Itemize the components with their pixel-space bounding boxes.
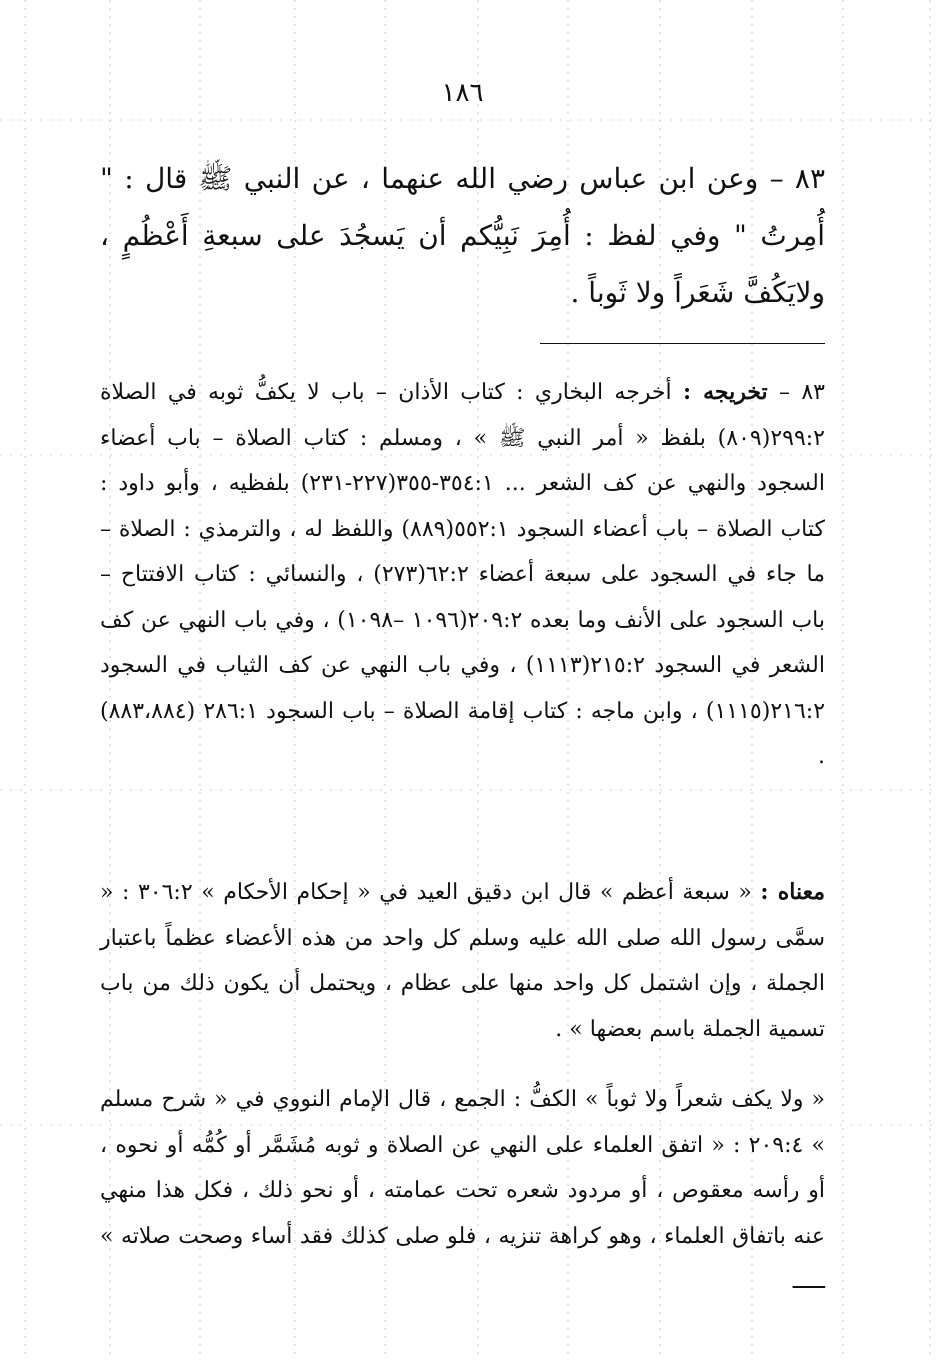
commentary-label: معناه : <box>760 879 826 905</box>
footnote-text: أخرجه البخاري : كتاب الأذان – باب لا يكفُّ ثوبه في الصلاة ٢٩٩:٢(٨٠٩) بلفظ « أمر النبي ﷺ » ، ومسلم : كتاب الصلاة – باب أعضاء السجود والنهي عن كف الشعر ... ٣٥٤:١-٣٥٥(٢٢٧-٢٣١) بلفظيه ، وأبو داود : كتاب الصلاة – باب أعضاء السجود ٥٥٢:١(٨٨٩) واللفظ له ، والترمذي : الصلاة – ما جاء في السجود على سبعة أعضاء ٦٢:٢(٢٧٣) ، والنسائي : كتاب الافتتاح – باب السجود على الأنف وما بعده ٢٠٩:٢(١٠٩٦ –١٠٩٨) ، وفي باب النهي عن كف الشعر في السجود ٢١٥:٢(١١١٣) ، وفي باب النهي عن كف الثياب في السجود ٢١٦:٢(١١١٥) ، وابن ماجه : كتاب إقامة الصلاة – باب السجود ٢٨٦:١ (٨٨٣،٨٨٤) . <box>100 380 826 769</box>
page-number: ١٨٦ <box>441 78 484 108</box>
hadith-number: ٨٣ – <box>769 162 825 195</box>
commentary-paragraph-meaning <box>100 870 825 1052</box>
book-page <box>100 0 825 1360</box>
footnote-separator <box>540 343 825 344</box>
commentary-text: « سبعة أعظم » قال ابن دقيق العيد في « إحكام الأحكام » ٣٠٦:٢ : « سمَّى رسول الله صلى الله عليه وسلم كل واحد من هذه الأعضاء عظماً باعتبار الجملة ، وإن اشتمل كل واحد منها على عظام ، ويحتمل أن يكون ذلك من باب تسمية الجملة باسم بعضها » . <box>100 880 825 1042</box>
footnote-label: تخريجه : <box>682 379 768 405</box>
hadith-text-block <box>100 150 825 321</box>
commentary-text: « ولا يكف شعراً ولا ثوباً » الكفُّ : الجمع ، قال الإمام النووي في « شرح مسلم » ٢٠٩:٤ : « اتفق العلماء على النهي عن الصلاة و ثوبه مُشَمَّر أو كُمُّه أو نحوه ، أو رأسه معقوص ، أو مردود شعره تحت عمامته ، أو نحو ذلك ، فكل هذا منهي عنه باتفاق العلماء ، وهو كراهة تنزيه ، فلو صلى كذلك فقد أساء وصحت صلاته » ـــــ <box>100 1087 825 1294</box>
takhrij-footnote <box>100 370 825 780</box>
hadith-text: وعن ابن عباس رضي الله عنهما ، عن النبي ﷺ قال : " أُمِرتُ " وفي لفظ : أُمِرَ نَبِيُّكم أن يَسجُدَ على سبعةِ أَعْظُمٍ ، ولايَكُفَّ شَعَراً ولا ثَوباً . <box>100 162 825 309</box>
footnote-number: ٨٣ – <box>779 380 825 405</box>
commentary-paragraph-kaff <box>100 1077 825 1305</box>
